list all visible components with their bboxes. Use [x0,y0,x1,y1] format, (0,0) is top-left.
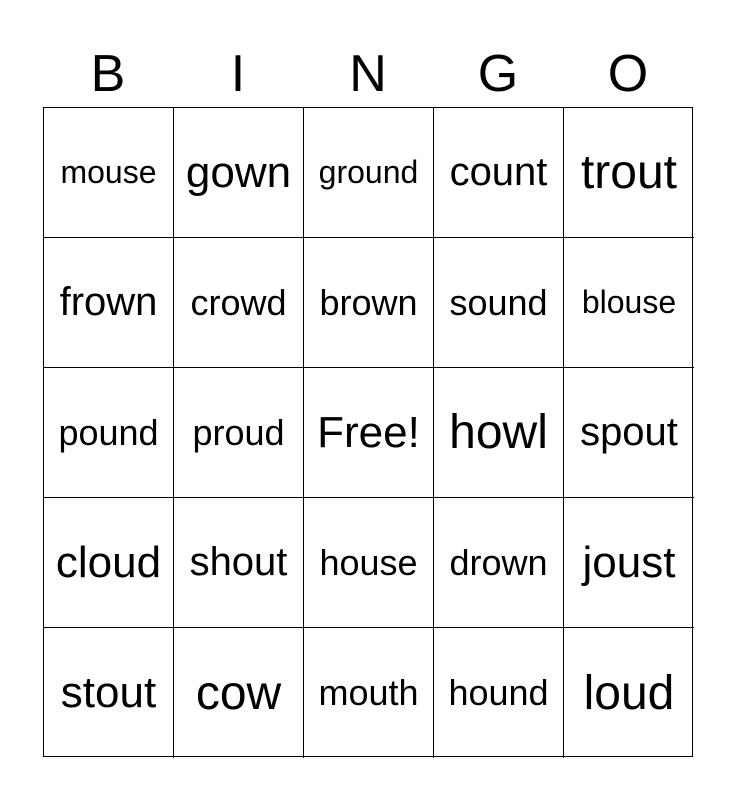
bingo-cell[interactable]: brown [304,238,434,368]
bingo-cell[interactable]: blouse [564,238,694,368]
bingo-cell[interactable]: cow [174,628,304,758]
bingo-cell[interactable]: crowd [174,238,304,368]
bingo-cell[interactable]: mouse [44,108,174,238]
bingo-cell[interactable]: drown [434,498,564,628]
bingo-cell[interactable]: howl [434,368,564,498]
bingo-cell[interactable]: loud [583,666,675,720]
bingo-cell[interactable]: mouth [304,628,434,758]
bingo-cell[interactable]: sound [434,238,564,368]
bingo-cell[interactable]: house [304,498,434,628]
free-space-cell[interactable]: Free! [304,368,434,498]
bingo-cell[interactable]: cloud [44,498,174,628]
bingo-cell[interactable]: gown [174,108,304,238]
header-letter-g: G [477,45,519,103]
header-letter-i: I [230,45,246,103]
bingo-cell[interactable]: joust [564,498,694,628]
bingo-board [43,107,693,757]
bingo-cell[interactable]: proud [174,368,304,498]
header-letter-o: O [607,45,649,103]
bingo-cell[interactable]: count [434,108,564,238]
bingo-cell[interactable]: shout [174,498,304,628]
bingo-cell[interactable]: spout [564,368,694,498]
bingo-cell[interactable]: pound [44,368,174,498]
bingo-header [43,40,693,108]
bingo-cell[interactable]: frown [44,238,174,368]
bingo-cell[interactable]: stout [44,628,174,758]
bingo-cell[interactable]: trout [564,108,694,238]
bingo-cell[interactable]: ground [304,108,434,238]
bingo-cell[interactable]: hound [434,628,564,758]
header-letter-n: N [349,45,387,103]
header-letter-b: B [90,45,126,103]
